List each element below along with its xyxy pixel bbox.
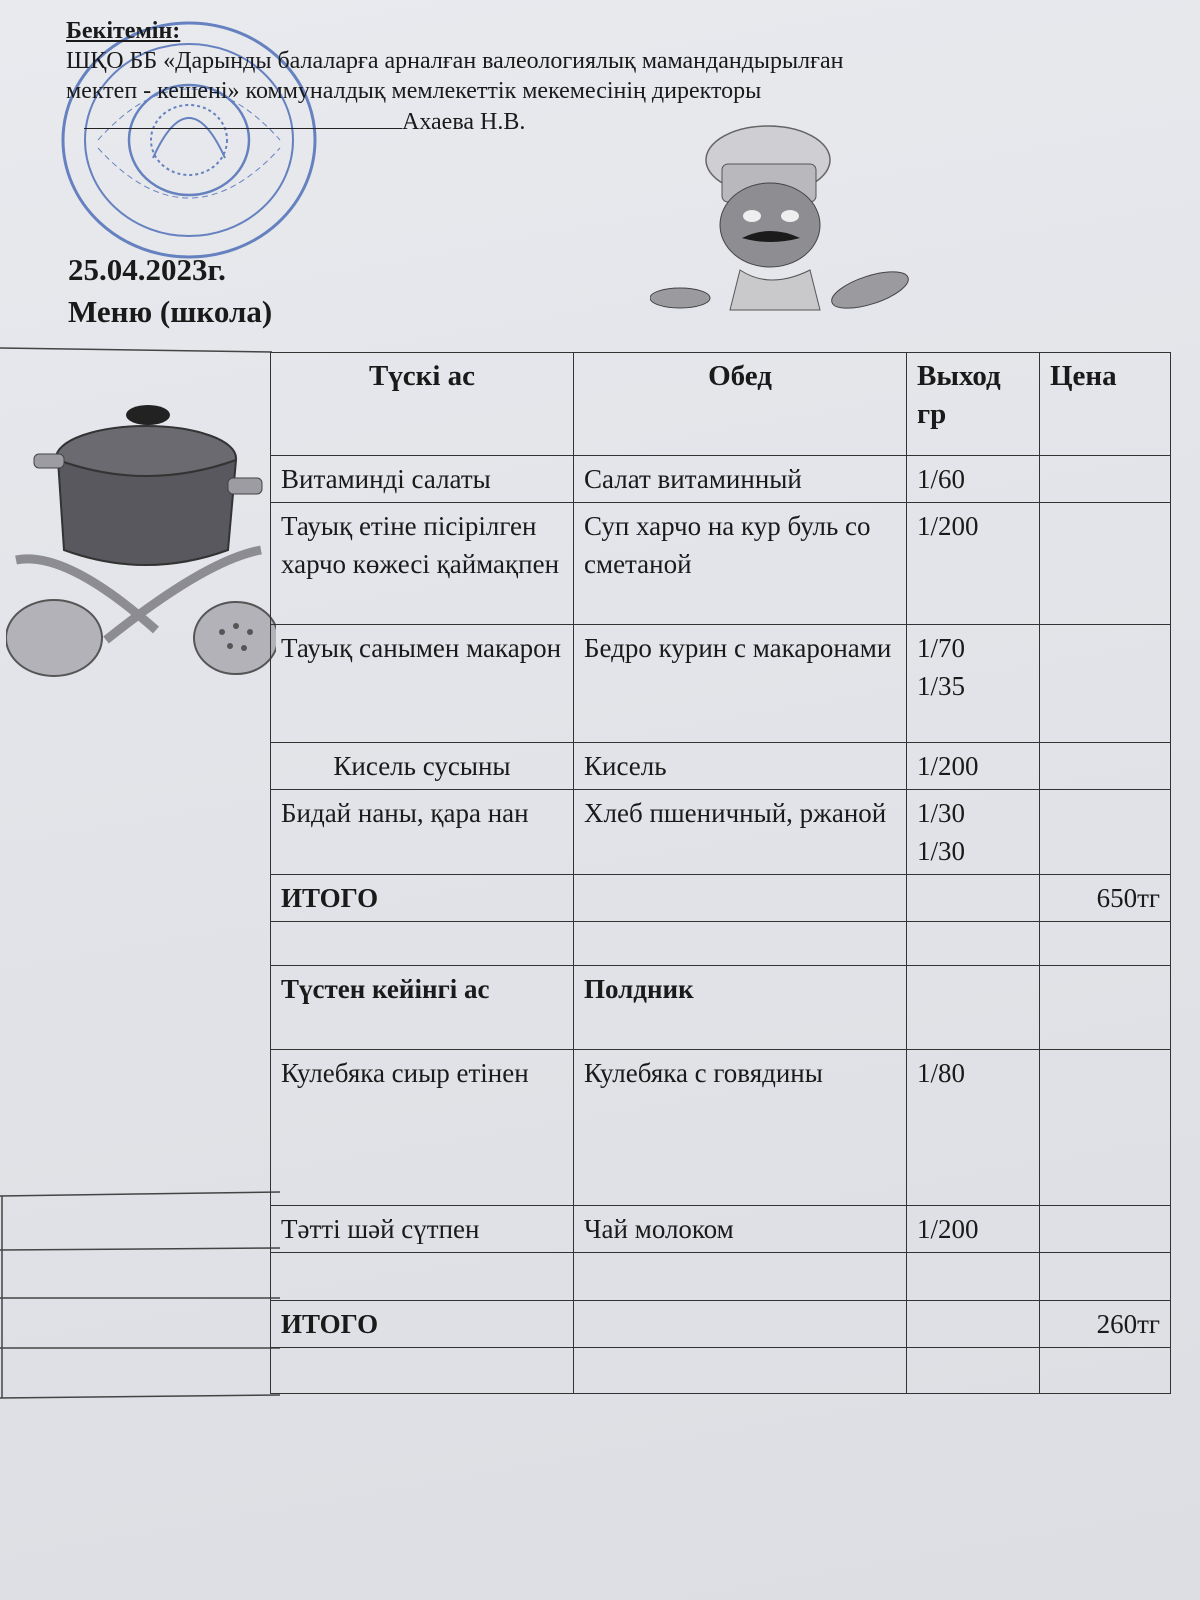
- organization-line-2: мектеп - кешені» коммуналдық мемлекеттік мекемесінің директоры: [66, 78, 762, 104]
- dish-output: [907, 790, 1040, 875]
- table-row: [271, 503, 1171, 625]
- empty-cell: [1040, 922, 1171, 966]
- empty-cell: [574, 922, 907, 966]
- empty-cell: [907, 1301, 1040, 1348]
- empty-cell: [907, 966, 1040, 1050]
- menu-table: [270, 352, 1171, 1394]
- snack-header-row: [271, 966, 1171, 1050]
- empty-row: [271, 1253, 1171, 1301]
- dish-kaz: Тауық етіне пісірілген харчо көжесі қаймақпен: [271, 503, 574, 625]
- header-price: Цена: [1040, 353, 1171, 456]
- table-row: [271, 456, 1171, 503]
- empty-cell: [271, 1253, 574, 1301]
- dish-price: [1040, 790, 1171, 875]
- dish-output: 1/200: [907, 503, 1040, 625]
- total-price: 260тг: [1040, 1301, 1171, 1348]
- dish-price: [1040, 1206, 1171, 1253]
- empty-cell: [907, 1348, 1040, 1394]
- pot-and-ladles-illustration: [6, 400, 276, 700]
- table-row: [271, 790, 1171, 875]
- empty-cell: [907, 875, 1040, 922]
- output-value: 1/70: [917, 633, 966, 663]
- snack-header-kaz: Түстен кейінгі ас: [271, 966, 574, 1050]
- empty-cell: [574, 1253, 907, 1301]
- empty-cell: [1040, 966, 1171, 1050]
- dish-kaz: Кулебяка сиыр етінен: [271, 1050, 574, 1206]
- dish-kaz: Тауық санымен макарон: [271, 625, 574, 743]
- empty-row: [271, 922, 1171, 966]
- dish-price: [1040, 625, 1171, 743]
- signature-blank: [84, 106, 402, 129]
- lunch-total-row: [271, 875, 1171, 922]
- dish-rus: Бедро курин с макаронами: [574, 625, 907, 743]
- empty-cell: [907, 1253, 1040, 1301]
- empty-cell: [1040, 1253, 1171, 1301]
- signature-line: [66, 106, 1166, 137]
- dish-output: [907, 625, 1040, 743]
- dish-output: 1/80: [907, 1050, 1040, 1206]
- organization-line-1: ШҚО ББ «Дарынды балаларға арналған валеологиялық мамандандырылған: [66, 48, 844, 74]
- header-kaz: Түскі ас: [271, 353, 574, 456]
- dish-rus: Суп харчо на кур буль со сметаной: [574, 503, 907, 625]
- menu-date: 25.04.2023г.: [68, 252, 226, 287]
- empty-row: [271, 1348, 1171, 1394]
- output-value: 1/30: [917, 798, 966, 828]
- output-value: 1/30: [917, 836, 966, 866]
- dish-rus: Салат витаминный: [574, 456, 907, 503]
- table-row: [271, 1050, 1171, 1206]
- empty-cell: [271, 922, 574, 966]
- dish-output: 1/200: [907, 1206, 1040, 1253]
- empty-cell: [1040, 1348, 1171, 1394]
- empty-cell: [907, 922, 1040, 966]
- dish-kaz: Витаминді салаты: [271, 456, 574, 503]
- dish-kaz: Тәтті шәй сүтпен: [271, 1206, 574, 1253]
- snack-total-row: [271, 1301, 1171, 1348]
- empty-cell: [574, 1301, 907, 1348]
- dish-rus: Хлеб пшеничный, ржаной: [574, 790, 907, 875]
- table-row: [271, 625, 1171, 743]
- total-price: 650тг: [1040, 875, 1171, 922]
- dish-output: 1/200: [907, 743, 1040, 790]
- approval-label: Бекітемін:: [66, 18, 181, 44]
- chef-illustration: [650, 120, 920, 330]
- approval-header: [66, 16, 1166, 137]
- header-rus: Обед: [574, 353, 907, 456]
- dish-rus: Чай молоком: [574, 1206, 907, 1253]
- table-row: [271, 1206, 1171, 1253]
- output-value: 1/35: [917, 671, 966, 701]
- dish-output: 1/60: [907, 456, 1040, 503]
- dish-price: [1040, 1050, 1171, 1206]
- table-header-row: [271, 353, 1171, 456]
- empty-cell: [574, 1348, 907, 1394]
- empty-cell: [271, 1348, 574, 1394]
- header-output: Выход гр: [907, 353, 1040, 456]
- dish-rus: Кисель: [574, 743, 907, 790]
- dish-rus: Кулебяка с говядины: [574, 1050, 907, 1206]
- dish-price: [1040, 743, 1171, 790]
- page-title: Меню (школа): [68, 294, 273, 329]
- director-name: Ахаева Н.В.: [402, 109, 526, 135]
- dish-price: [1040, 456, 1171, 503]
- dish-kaz: Кисель сусыны: [271, 743, 574, 790]
- dish-price: [1040, 503, 1171, 625]
- total-label: ИТОГО: [271, 1301, 574, 1348]
- table-row: [271, 743, 1171, 790]
- total-label: ИТОГО: [271, 875, 574, 922]
- dish-kaz: Бидай наны, қара нан: [271, 790, 574, 875]
- empty-cell: [574, 875, 907, 922]
- snack-header-rus: Полдник: [574, 966, 907, 1050]
